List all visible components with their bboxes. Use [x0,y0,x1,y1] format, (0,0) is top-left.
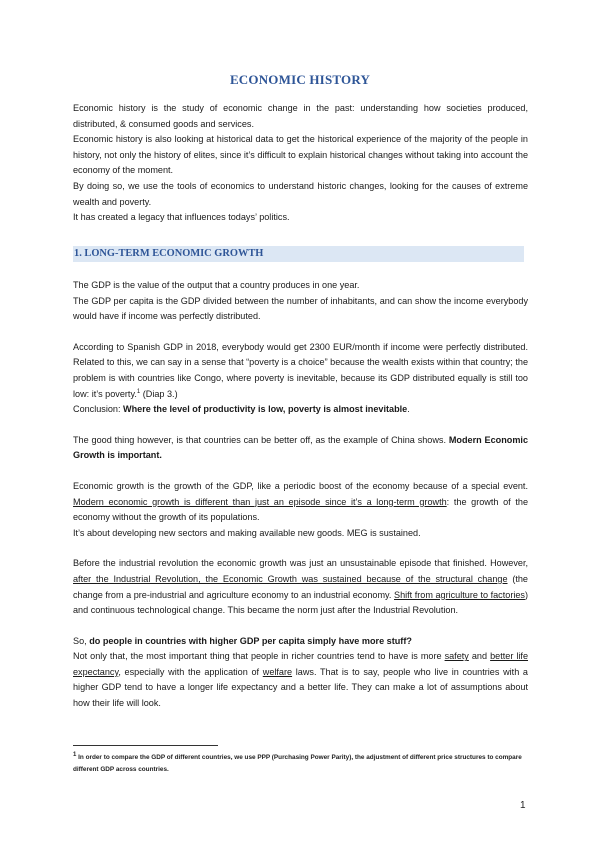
intro-paragraph-4: It has created a legacy that influences todays’ politics. [73,212,290,223]
footnote-marker: 1 [73,751,77,758]
growth-text-b: : the growth of the economy without the growth of its populations. [73,496,529,523]
spain-tail: (Diap 3.) [140,388,178,399]
answer-underline-safety: safety [444,651,469,662]
answer-paragraph [73,649,528,711]
section-heading: 1. LONG-TERM ECONOMIC GROWTH [73,246,524,262]
section-body [73,278,528,712]
intro-paragraph-3: By doing so, we use the tools of economics to understand historic changes, looking for the causes of extreme wealth and poverty. [73,180,528,207]
conclusion-paragraph [73,402,528,418]
question-bold: do people in countries with higher GDP per capita simply have more stuff? [89,635,412,646]
china-text: The good thing however, is that countries can be better off, as the example of China shows. [73,434,449,445]
growth-paragraph [73,479,528,526]
before-paragraph [73,556,528,618]
answer-underline-life: better life expectancy [73,651,529,677]
conclusion-label: Conclusion: [73,404,124,415]
growth-paragraph-2: It’s about developing new sectors and making available new goods. MEG is sustained. [73,527,421,538]
answer-text-a: Not only that, the most important thing that people in richer countries tend to have is more [73,651,445,662]
before-text-c: ) and continuous technological change. This became the norm just after the Industrial Revolution. [73,589,528,616]
china-paragraph [73,433,528,464]
footnote-divider [73,745,218,746]
before-underline-2: Shift from agriculture to factories [394,589,525,600]
question-paragraph [73,634,528,650]
gdp-definition: The GDP is the value of the output that a country produces in one year. [73,280,360,290]
spain-paragraph [73,340,528,402]
answer-text-c: , especially with the application of [118,666,263,677]
before-text-a: Before the industrial revolution the economic growth was just an unsustainable episode that finished. However, [73,558,528,569]
intro-paragraph-1: Economic history is the study of economic change in the past: understanding how societies produced, distributed, & consumed goods and services. [73,103,528,129]
answer-text-b: and [468,651,491,662]
spain-text: According to Spanish GDP in 2018, everybody would get 2300 EUR/month if income were perfectly distributed. Related to this, we can say in a sense that “poverty is a choice” because the wealth exists within that country; the problem is with countries like Congo, where poverty is inevitable, because its GDP distributed equally is still too low: it’s poverty. [73,341,528,399]
footnote-reference: 1 [136,388,141,395]
conclusion-bold: Where the level of productivity is low, poverty is almost inevitable [123,404,408,415]
growth-text-a: Economic growth is the growth of the GDP, like a periodic boost of the economy because of a special event. [73,480,528,491]
document-title: ECONOMIC HISTORY [229,72,371,87]
conclusion-end: . [407,404,410,415]
footnote [73,752,523,775]
before-text-b: (the change from a pre-industrial and agriculture economy to an industrial economy. [73,573,528,600]
footnote-text: In order to compare the GDP of different countries, we use PPP (Purchasing Power Parity), the adjustment of different price structures to compare different GDP across countries. [73,754,522,773]
growth-underline: Modern economic growth is different than just an episode since it’s a long-term growth [73,496,447,507]
answer-text-d: laws. That is to say, people who live in countries with a higher GDP tend to have a longer life expectancy and a better life. They can make a lot of assumptions about how their life will look. [73,666,528,709]
page-number: 1 [520,800,526,811]
intro-section [73,101,528,226]
intro-paragraph-2: Economic history is also looking at historical data to get the historical experience of the majority of the people in history, not only the history of elites, since it’s difficult to explain historical changes without taking into account the economy of the moment. [73,134,528,176]
question-pre: So, [73,635,90,646]
answer-underline-welfare: welfare [262,666,293,677]
before-underline-1: after the Industrial Revolution, the Economic Growth was sustained because of the structural change [73,573,508,584]
china-bold: Modern Economic Growth is important. [73,434,529,461]
gdp-per-capita-definition: The GDP per capita is the GDP divided between the number of inhabitants, and can show the income everybody would have if income was perfectly distributed. [73,295,528,322]
